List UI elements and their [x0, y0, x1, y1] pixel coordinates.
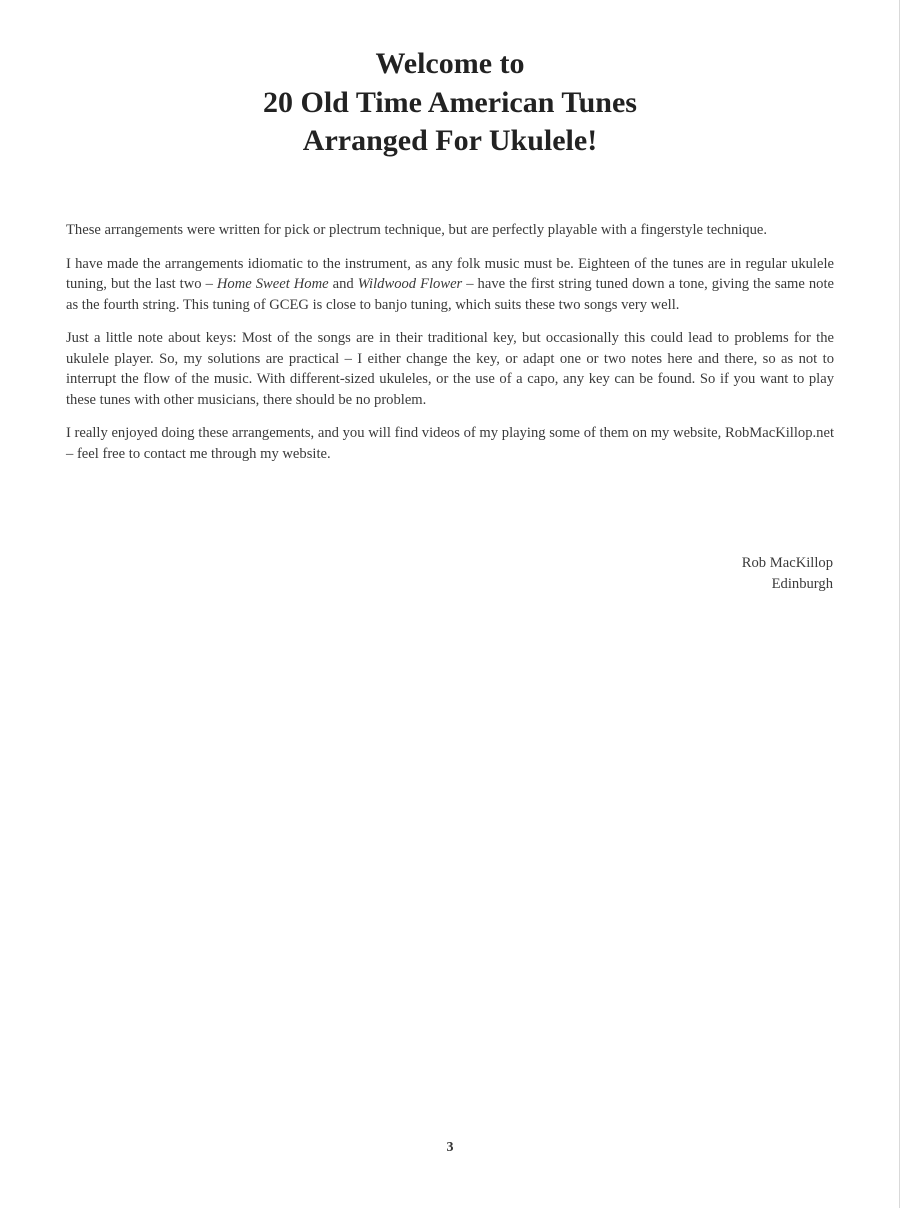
song-title-home-sweet-home: Home Sweet Home — [216, 276, 329, 292]
page-title — [100, 45, 800, 161]
paragraph-tuning-part-3: – have the first string tuned down a tone, giving the same note as the fourth string. This tuning of GCEG is close to banjo tuning, which suits these two songs very well. — [66, 276, 834, 313]
paragraph-website: I really enjoyed doing these arrangements, and you will find videos of my playing some of them on my website, RobMacKillop.net – feel free to contact me through my website. — [66, 425, 834, 462]
paragraph-technique: These arrangements were written for pick or plectrum technique, but are perfectly playable with a fingerstyle technique. — [66, 222, 768, 238]
paragraph-tuning — [66, 254, 834, 316]
title-line-1: Welcome to — [375, 47, 525, 80]
paragraph-keys: Just a little note about keys: Most of the songs are in their traditional key, but occasionally this could lead to problems for the ukulele player. So, my solutions are practical – I either change the key, or adapt one or two notes here and there, so as not to interrupt the flow of the music. With different-sized ukuleles, or the use of a capo, any key can be found. So if you want to play these tunes with other musicians, there should be no problem. — [66, 330, 834, 408]
page-number: 3 — [446, 1140, 454, 1155]
signature-block — [742, 553, 833, 595]
title-line-3: Arranged For Ukulele! — [302, 124, 598, 157]
body-text — [66, 220, 834, 477]
song-title-wildwood-flower: Wildwood Flower — [357, 276, 463, 292]
author-name: Rob MacKillop — [741, 555, 833, 571]
author-location: Edinburgh — [771, 576, 833, 592]
paragraph-tuning-part-2: and — [328, 276, 358, 292]
paragraph-tuning-part-1: I have made the arrangements idiomatic to the instrument, as any folk music must be. Eighteen of the tunes are in regular ukulele tuning, but the last two – — [66, 255, 834, 292]
title-line-2: 20 Old Time American Tunes — [263, 85, 637, 119]
